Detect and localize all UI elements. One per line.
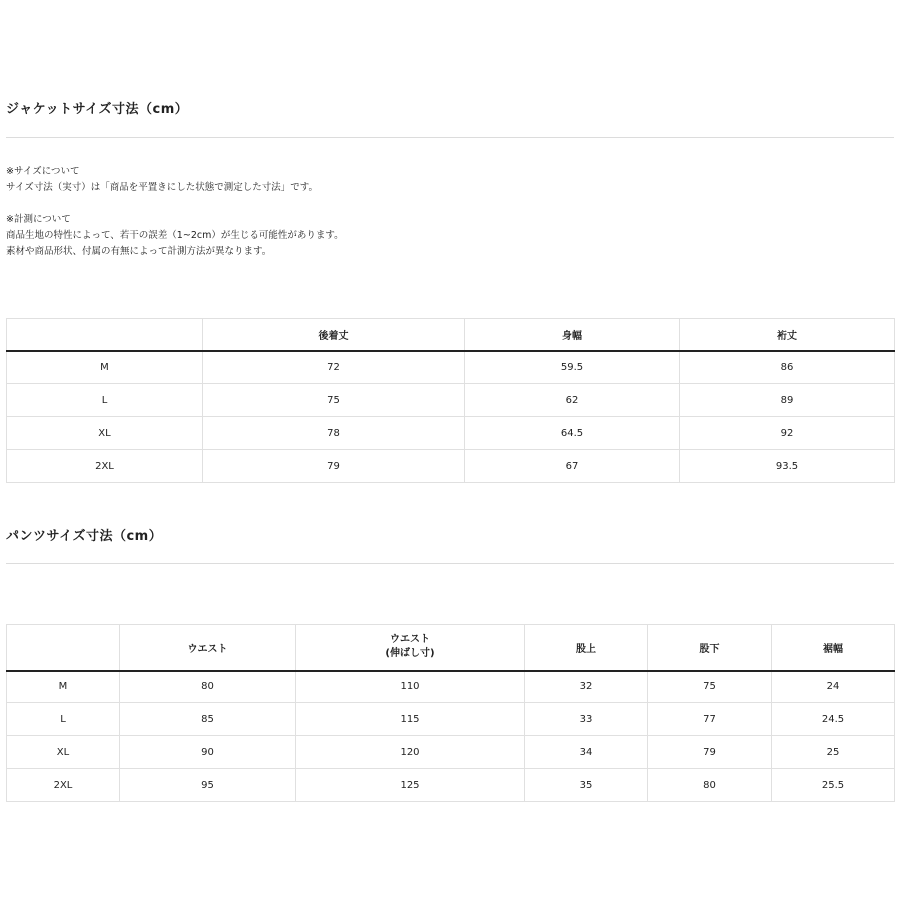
value-cell: 90 <box>120 736 296 769</box>
value-cell: 62 <box>465 384 680 417</box>
size-cell: 2XL <box>7 769 120 802</box>
jacket-size-table <box>6 318 895 483</box>
value-cell: 89 <box>680 384 895 417</box>
value-cell: 85 <box>120 703 296 736</box>
pants-header-cell: 股下 <box>648 625 772 671</box>
value-cell: 75 <box>648 671 772 703</box>
value-cell: 125 <box>296 769 525 802</box>
value-cell: 72 <box>203 351 465 384</box>
value-cell: 115 <box>296 703 525 736</box>
pants-header-cell: 裾幅 <box>772 625 895 671</box>
size-cell: 2XL <box>7 450 203 483</box>
value-cell: 92 <box>680 417 895 450</box>
value-cell: 75 <box>203 384 465 417</box>
value-cell: 80 <box>648 769 772 802</box>
jacket-section-title: ジャケットサイズ寸法（cm） <box>6 102 189 117</box>
value-cell: 79 <box>203 450 465 483</box>
value-cell: 67 <box>465 450 680 483</box>
value-cell: 64.5 <box>465 417 680 450</box>
table-row <box>7 703 895 736</box>
size-cell: M <box>7 351 203 384</box>
value-cell: 25 <box>772 736 895 769</box>
jacket-header-cell <box>7 319 203 351</box>
value-cell: 25.5 <box>772 769 895 802</box>
pants-header-row <box>7 625 895 671</box>
value-cell: 120 <box>296 736 525 769</box>
value-cell: 59.5 <box>465 351 680 384</box>
size-cell: L <box>7 703 120 736</box>
value-cell: 93.5 <box>680 450 895 483</box>
jacket-header-cell: 後着丈 <box>203 319 465 351</box>
value-cell: 33 <box>525 703 648 736</box>
measure-note-text-2: 素材や商品形状、付属の有無によって計測方法が異なります。 <box>6 246 272 257</box>
value-cell: 95 <box>120 769 296 802</box>
size-note-heading: ※サイズについて <box>6 166 80 177</box>
pants-header-cell: ウエスト (伸ばし寸) <box>296 625 525 671</box>
pants-header-cell: 股上 <box>525 625 648 671</box>
pants-header-cell <box>7 625 120 671</box>
jacket-header-cell: 裄丈 <box>680 319 895 351</box>
size-note-text: サイズ寸法（実寸）は「商品を平置きにした状態で測定した寸法」です。 <box>6 182 318 193</box>
value-cell: 79 <box>648 736 772 769</box>
jacket-title-divider <box>6 137 894 138</box>
size-cell: L <box>7 384 203 417</box>
pants-title-divider <box>6 563 894 564</box>
value-cell: 80 <box>120 671 296 703</box>
jacket-header-row <box>7 319 895 351</box>
table-row <box>7 769 895 802</box>
table-row <box>7 450 895 483</box>
value-cell: 110 <box>296 671 525 703</box>
table-row <box>7 417 895 450</box>
measure-note-text-1: 商品生地の特性によって、若干の誤差（1~2cm）が生じる可能性があります。 <box>6 230 344 241</box>
value-cell: 24 <box>772 671 895 703</box>
jacket-header-cell: 身幅 <box>465 319 680 351</box>
value-cell: 35 <box>525 769 648 802</box>
value-cell: 32 <box>525 671 648 703</box>
pants-header-cell: ウエスト <box>120 625 296 671</box>
table-row <box>7 351 895 384</box>
size-cell: M <box>7 671 120 703</box>
size-notes <box>6 164 344 260</box>
value-cell: 86 <box>680 351 895 384</box>
value-cell: 34 <box>525 736 648 769</box>
value-cell: 24.5 <box>772 703 895 736</box>
value-cell: 77 <box>648 703 772 736</box>
value-cell: 78 <box>203 417 465 450</box>
pants-section-title: パンツサイズ寸法（cm） <box>6 529 163 544</box>
size-cell: XL <box>7 417 203 450</box>
table-row <box>7 736 895 769</box>
pants-size-table <box>6 624 895 802</box>
table-row <box>7 671 895 703</box>
measure-note-heading: ※計測について <box>6 214 71 225</box>
size-cell: XL <box>7 736 120 769</box>
table-row <box>7 384 895 417</box>
